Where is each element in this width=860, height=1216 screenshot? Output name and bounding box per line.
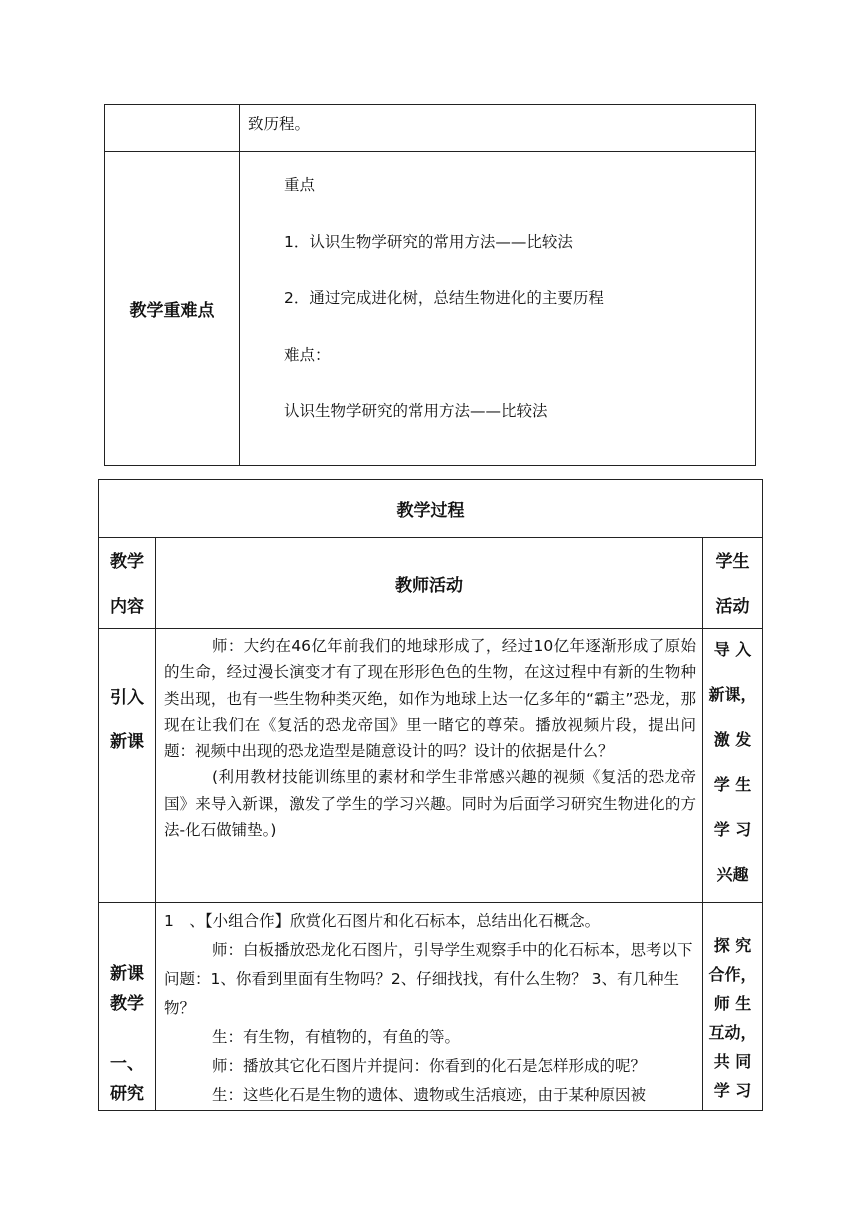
paragraph: 师：播放其它化石图片并提问：你看到的化石是怎样形成的呢？ xyxy=(212,1057,647,1075)
table-row xyxy=(99,903,763,1111)
student-text: 合作， xyxy=(708,965,757,984)
label-text: 新课 xyxy=(110,732,144,752)
section-label xyxy=(99,903,156,1111)
key-points-list xyxy=(240,152,756,466)
teacher-activity-text xyxy=(156,903,703,1111)
section-label xyxy=(99,629,156,903)
paragraph: 师：大约在46亿年前我们的地球形成了，经过10亿年逐渐形成了原始的生命，经过漫长演变才有了现在形形色色的生物，在这过程中有新的生物种类出现，也有一些生物种类灭绝，如作为地球上达一亿多年的“霸主”恐龙，那现在让我们在《复活的恐龙帝国》里一睹它的尊荣。播放视频片段，提出问题：视频中出现的恐龙造型是随意设计的吗？设计的依据是什么？ xyxy=(164,637,696,761)
student-text: 师 生 xyxy=(713,994,752,1013)
student-text: 导 入 xyxy=(713,640,752,659)
teacher-activity-text xyxy=(156,629,703,903)
list-item: 认识生物学研究的常用方法——比较法 xyxy=(284,402,548,420)
student-text: 激 发 xyxy=(713,730,752,749)
student-text: 共 同 xyxy=(713,1052,752,1071)
paragraph: 1 、【小组合作】欣赏化石图片和化石标本，总结出化石概念。 xyxy=(164,912,601,930)
label-text: 引入 xyxy=(110,688,144,708)
student-text: 互动， xyxy=(708,1023,757,1042)
student-activity xyxy=(703,903,763,1111)
paragraph: 师：白板播放恐龙化石图片，引导学生观察手中的化石标本，思考以下问题：1、你看到里面有生物吗？2、仔细找找，有什么生物？ 3、有几种生物？ xyxy=(164,941,693,1017)
paragraph: 生：有生物，有植物的，有鱼的等。 xyxy=(212,1028,461,1046)
student-text: 新课， xyxy=(708,685,757,704)
key-points-label: 教学重难点 xyxy=(105,152,240,466)
student-text: 学 生 xyxy=(713,775,752,794)
table-header-row xyxy=(99,538,763,629)
list-item: 2．通过完成进化树，总结生物进化的主要历程 xyxy=(284,289,604,307)
list-item: 1．认识生物学研究的常用方法——比较法 xyxy=(284,232,573,251)
table-row xyxy=(105,152,756,466)
continuation-text: 致历程。 xyxy=(240,105,756,152)
header-text: 活动 xyxy=(715,597,750,617)
teaching-process-table xyxy=(98,479,763,1111)
table-row xyxy=(99,629,763,903)
header-text: 教学 xyxy=(110,552,144,572)
paragraph: 生：这些化石是生物的遗体、遗物或生活痕迹，由于某种原因被 xyxy=(212,1086,647,1104)
label-text: 新课 xyxy=(110,964,144,984)
table-title: 教学过程 xyxy=(99,480,763,538)
label-text: 研究 xyxy=(110,1084,144,1104)
table-row xyxy=(99,480,763,538)
header-text: 学生 xyxy=(715,552,750,572)
key-points-table xyxy=(104,104,756,466)
student-activity xyxy=(703,629,763,903)
student-text: 兴趣 xyxy=(716,865,749,884)
student-text: 学 习 xyxy=(713,1081,752,1100)
label-text: 教学 xyxy=(110,994,144,1014)
header-student-activity xyxy=(703,538,763,629)
header-text: 内容 xyxy=(110,597,144,617)
header-teacher-activity: 教师活动 xyxy=(156,538,703,629)
list-item: 难点： xyxy=(284,345,331,364)
student-text: 探 究 xyxy=(713,936,752,955)
label-text: 一、 xyxy=(110,1054,144,1074)
header-content xyxy=(99,538,156,629)
list-item: 重点 xyxy=(284,176,316,194)
label-text xyxy=(99,1023,155,1045)
student-text: 学 习 xyxy=(713,820,752,839)
table-row xyxy=(105,105,756,152)
paragraph: (利用教材技能训练里的素材和学生非常感兴趣的视频《复活的恐龙帝国》来导入新课，激发了学生的学习兴趣。同时为后面学习研究生物进化的方法-化石做铺垫。) xyxy=(164,768,696,840)
empty-cell xyxy=(105,105,240,152)
